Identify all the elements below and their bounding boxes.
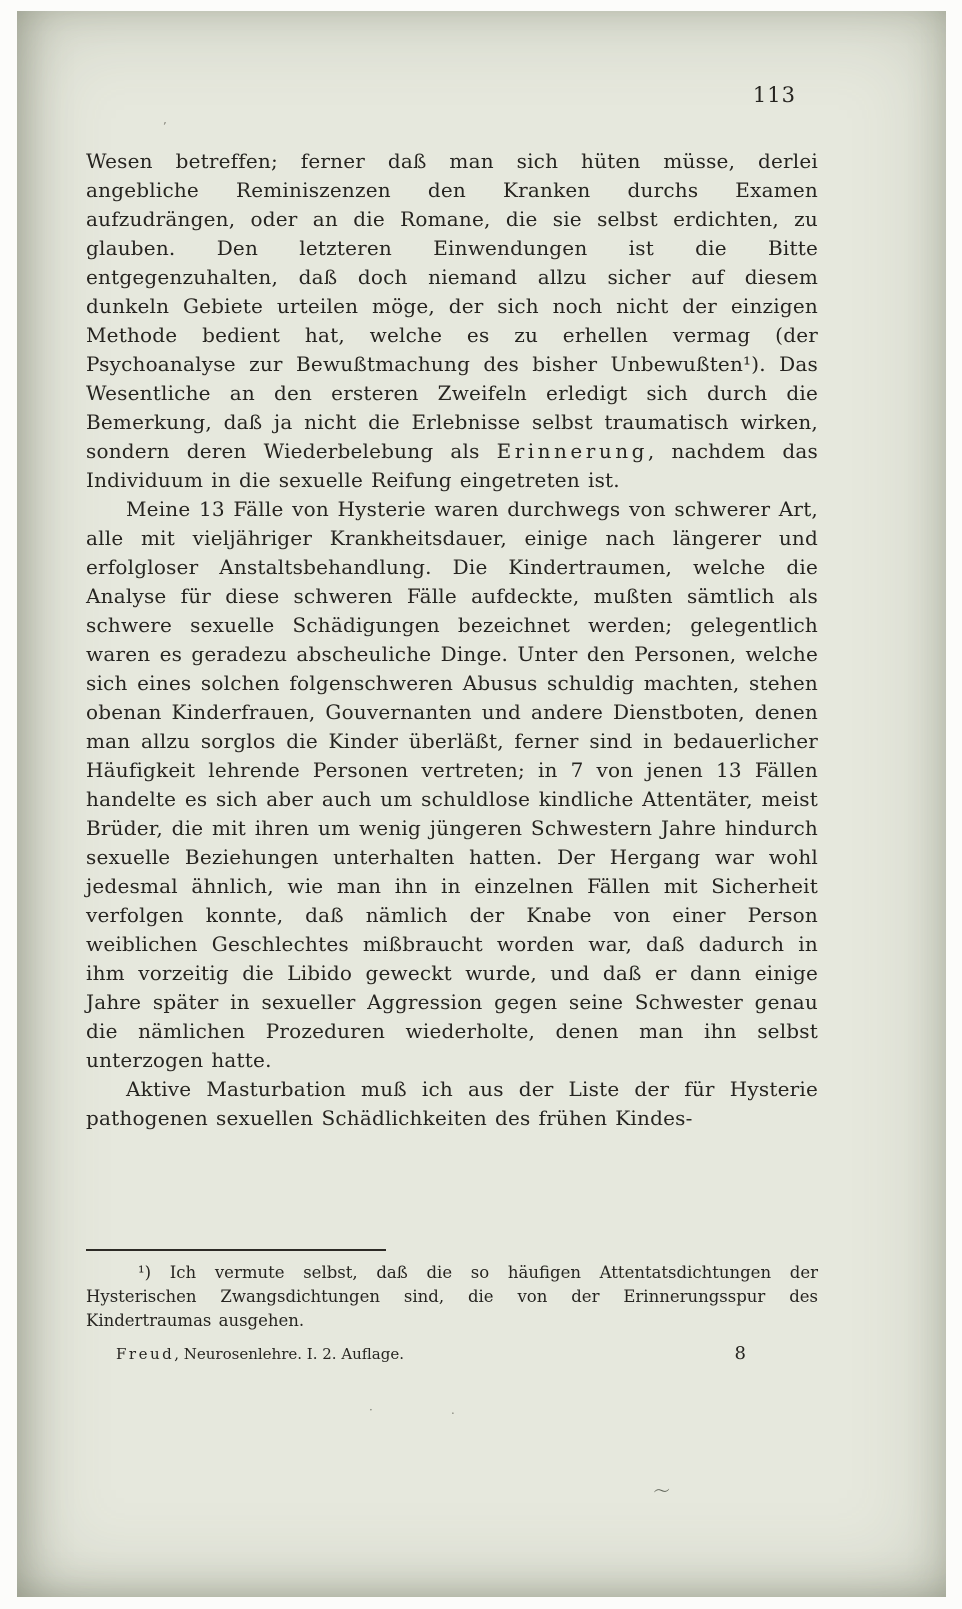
footnote-text: ¹) Ich vermute selbst, daß die so häufigen Attentatsdichtungen der Hysterischen Zwangsdichtungen sind, die von der Erinnerungsspur des Kindertraumas ausgehen. [86,1263,818,1330]
text-run: Aktive Masturbation muß ich aus der Liste der für Hysterie pathogenen sexuellen Schädlichkeiten des frühen Kindes- [86,1077,818,1130]
paragraph [86,147,818,495]
page-number: 113 [752,83,796,107]
ink-dots: ·․ [369,1403,533,1417]
paragraph [86,495,818,1075]
emphasized-text: Erinnerung [496,439,648,463]
imprint-text [116,1345,404,1363]
emphasized-text: Freud [116,1345,175,1363]
footnote-section [86,1249,818,1364]
text-run: Meine 13 Fälle von Hysterie waren durchwegs von schwerer Art, alle mit vieljähriger Krankheitsdauer, einige nach längerer und erfolgloser Anstaltsbehandlung. Die Kindertraumen, welche die Analyse für diese schweren Fälle aufdeckte, mußten sämtlich als schwere sexuelle Schädigungen bezeichnet werden; gelegentlich waren es geradezu abscheuliche Dinge. Unter den Personen, welche sich eines solchen folgenschweren Abusus schuldig machten, stehen obenan Kinderfrauen, Gouvernanten und andere Dienstboten, denen man allzu sorglos die Kinder überläßt, ferner sind in bedauerlicher Häufigkeit lehrende Personen vertreten; in 7 von jenen 13 Fällen handelte es sich aber auch um schuldlose kindliche Attentäter, meist Brüder, die mit ihren um wenig jüngeren Schwestern Jahre hindurch sexuelle Beziehungen unterhalten hatten. Der Hergang war wohl jedesmal ähnlich, wie man ihn in einzelnen Fällen mit Sicherheit verfolgen konnte, daß nämlich der Knabe von einer Person weiblichen Geschlechtes mißbraucht worden war, daß dadurch in ihm vorzeitig die Libido geweckt wurde, und daß er dann einige Jahre später in sexueller Aggression gegen seine Schwester genau die nämlichen Prozeduren wiederholte, denen man ihn selbst unterzogen hatte. [86,497,818,1072]
ink-speck: ’ [163,120,167,133]
footnote-separator-rule [86,1249,386,1251]
ink-squiggle: 〜 [652,1481,672,1503]
text-run: , Neurosenlehre. I. 2. Auflage. [174,1345,405,1363]
paper-page [17,11,946,1597]
text-run: , nachdem das Individuum in die sexuelle Reifung eingetreten ist. [86,439,819,492]
page-content [86,11,818,1133]
text-run: Wesen betreffen; ferner daß man sich hüten müsse, derlei angebliche Reminiszenzen den Kranken durchs Examen aufzudrängen, oder an die Romane, die sie selbst erdichten, zu glauben. Den letzteren Einwendungen ist die Bitte entgegenzuhalten, daß doch niemand allzu sicher auf diesem dunkeln Gebiete urteilen möge, der sich noch nicht der einzigen Methode bedient hat, welche es zu erhellen vermag (der Psychoanalyse zur Bewußtmachung des bisher Unbewußten¹). Das Wesentliche an den ersteren Zweifeln erledigt sich durch die Bemerkung, daß ja nicht die Erlebnisse selbst traumatisch wirken, sondern deren Wiederbelebung als [86,149,818,463]
signature-mark: 8 [734,1343,746,1364]
body-paragraphs [86,147,818,1133]
paragraph [86,1075,818,1133]
page-footer [86,1343,818,1364]
